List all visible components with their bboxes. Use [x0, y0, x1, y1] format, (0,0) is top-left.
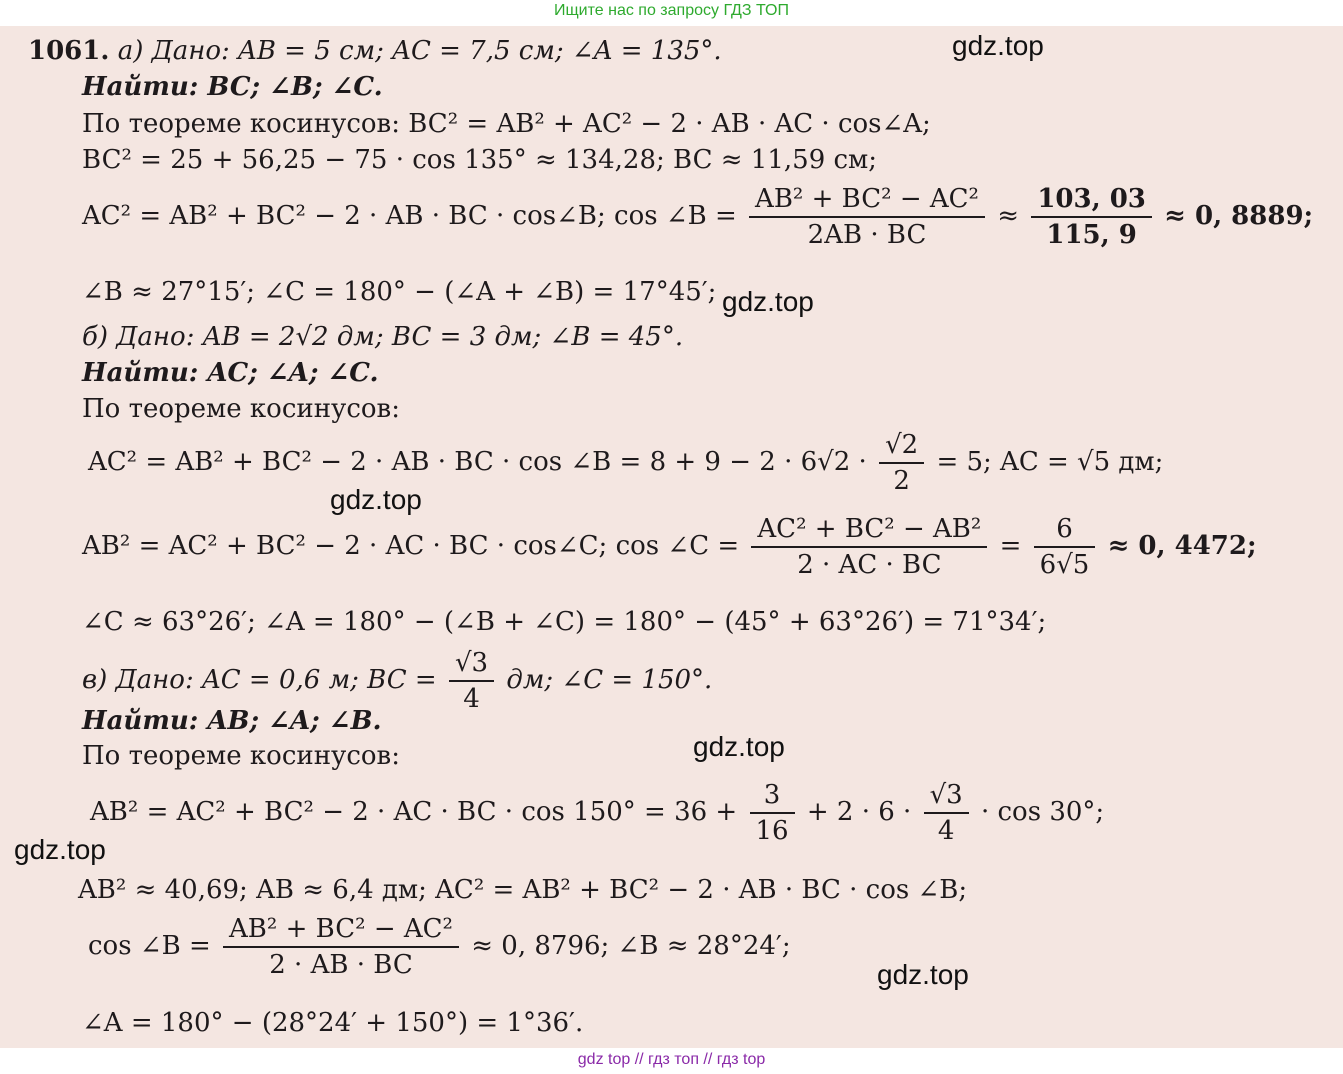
fraction-denominator: 6√5: [1039, 550, 1090, 580]
bottom-banner: gdz top // гдз топ // гдз top: [577, 1051, 766, 1068]
top-banner: Ищите нас по запросу ГДЗ ТОП: [554, 2, 789, 19]
part-a-cosb-fraction: [749, 184, 985, 250]
part-c-fraction-1: [750, 780, 795, 846]
part-b-ac-line: [88, 430, 1163, 496]
part-c-ab-left: AB² = AC² + BC² − 2 · AC · BC · cos 150° = 36 +: [90, 797, 738, 827]
problem-number: 1061.: [28, 36, 110, 66]
part-b-ac-left: AC² = AB² + BC² − 2 · AB · BC · cos ∠B = 8 + 9 − 2 · 6√2 ·: [88, 447, 867, 477]
part-a-cosb-left: AC² = AB² + BC² − 2 · AB · BC · cos∠B; cos ∠B =: [82, 201, 737, 231]
fraction-denominator: 2: [893, 466, 910, 496]
part-b-cosc-left: AB² = AC² + BC² − 2 · AC · BC · cos∠C; cos ∠C =: [82, 531, 740, 561]
part-a-cosb-line: [82, 184, 1313, 250]
part-c-bc-fraction: [449, 648, 494, 714]
watermark: gdz.top: [722, 286, 814, 317]
part-b-law: По теореме косинусов:: [82, 394, 400, 424]
fraction-numerator: √3: [449, 648, 494, 682]
fraction-numerator: 3: [750, 780, 795, 814]
part-a-find: Найти: BC; ∠B; ∠C.: [82, 72, 383, 102]
part-c-cosb-fraction: [223, 914, 459, 980]
part-c-given-line: [82, 648, 712, 714]
approx-sign: ≈: [997, 201, 1020, 231]
part-a-given: а) Дано: AB = 5 см; AC = 7,5 см; ∠A = 135°.: [117, 36, 722, 66]
textbook-page: [0, 26, 1343, 1048]
part-b-ac-right: = 5; AC = √5 дм;: [936, 447, 1164, 477]
part-c-given-left: в) Дано: AC = 0,6 м; BC =: [82, 665, 437, 695]
part-c-ab-right: · cos 30°;: [980, 797, 1105, 827]
problem-header: [28, 36, 722, 66]
part-c-given-right: дм; ∠C = 150°.: [506, 665, 713, 695]
part-b-given: б) Дано: AB = 2√2 дм; BC = 3 дм; ∠B = 45°.: [82, 322, 684, 352]
watermark: gdz.top: [693, 731, 785, 762]
part-a-law: По теореме косинусов: BC² = AB² + AC² − 2 · AB · AC · cos∠A;: [82, 109, 931, 139]
fraction-numerator: AC² + BC² − AB²: [751, 514, 987, 548]
part-b-cosc-fraction: [751, 514, 987, 580]
part-c-cosb-result: ≈ 0, 8796; ∠B ≈ 28°24′;: [471, 931, 791, 961]
equals-sign: =: [999, 531, 1022, 561]
watermark: gdz.top: [877, 959, 969, 990]
part-b-cosc-line: [82, 514, 1257, 580]
part-c-cosb-left: cos ∠B =: [88, 931, 211, 961]
fraction-denominator: 2AB · BC: [807, 220, 927, 250]
part-b-value-fraction: [1034, 514, 1096, 580]
part-c-find: Найти: AB; ∠A; ∠B.: [82, 706, 382, 736]
fraction-numerator: 6: [1034, 514, 1096, 548]
watermark: gdz.top: [330, 484, 422, 515]
fraction-numerator: AB² + BC² − AC²: [749, 184, 985, 218]
part-c-fraction-2: [924, 780, 969, 846]
fraction-denominator: 4: [463, 684, 480, 714]
part-a-bc: BC² = 25 + 56,25 − 75 · cos 135° ≈ 134,28; BC ≈ 11,59 см;: [82, 145, 878, 175]
fraction-denominator: 115, 9: [1046, 220, 1137, 250]
part-b-cosc-result: ≈ 0, 4472;: [1107, 531, 1257, 561]
fraction-numerator: √2: [879, 430, 924, 464]
part-c-ab-line: [90, 780, 1104, 846]
part-a-value-fraction: [1031, 184, 1152, 250]
watermark: gdz.top: [952, 30, 1044, 61]
part-c-law: По теореме косинусов:: [82, 741, 400, 771]
fraction-denominator: 2 · AC · BC: [797, 550, 942, 580]
fraction-denominator: 16: [755, 816, 789, 846]
fraction-numerator: √3: [924, 780, 969, 814]
part-b-angles: ∠C ≈ 63°26′; ∠A = 180° − (∠B + ∠C) = 180° − (45° + 63°26′) = 71°34′;: [82, 607, 1047, 637]
part-b-find: Найти: AC; ∠A; ∠C.: [82, 358, 379, 388]
part-a-angles: ∠B ≈ 27°15′; ∠C = 180° − (∠A + ∠B) = 17°45′;: [82, 277, 717, 307]
watermark: gdz.top: [14, 834, 106, 865]
part-a-cosb-result: ≈ 0, 8889;: [1164, 201, 1314, 231]
part-c-ab-mid: + 2 · 6 ·: [806, 797, 912, 827]
fraction-numerator: 103, 03: [1031, 184, 1152, 218]
part-b-ac-fraction: [879, 430, 924, 496]
fraction-denominator: 2 · AB · BC: [269, 950, 413, 980]
fraction-denominator: 4: [937, 816, 955, 846]
fraction-numerator: AB² + BC² − AC²: [223, 914, 459, 948]
part-c-cosb-line: [88, 914, 791, 980]
part-c-angle-a: ∠A = 180° − (28°24′ + 150°) = 1°36′.: [82, 1008, 584, 1038]
part-c-ab-value: AB² ≈ 40,69; AB ≈ 6,4 дм; AC² = AB² + BC² − 2 · AB · BC · cos ∠B;: [78, 875, 968, 905]
